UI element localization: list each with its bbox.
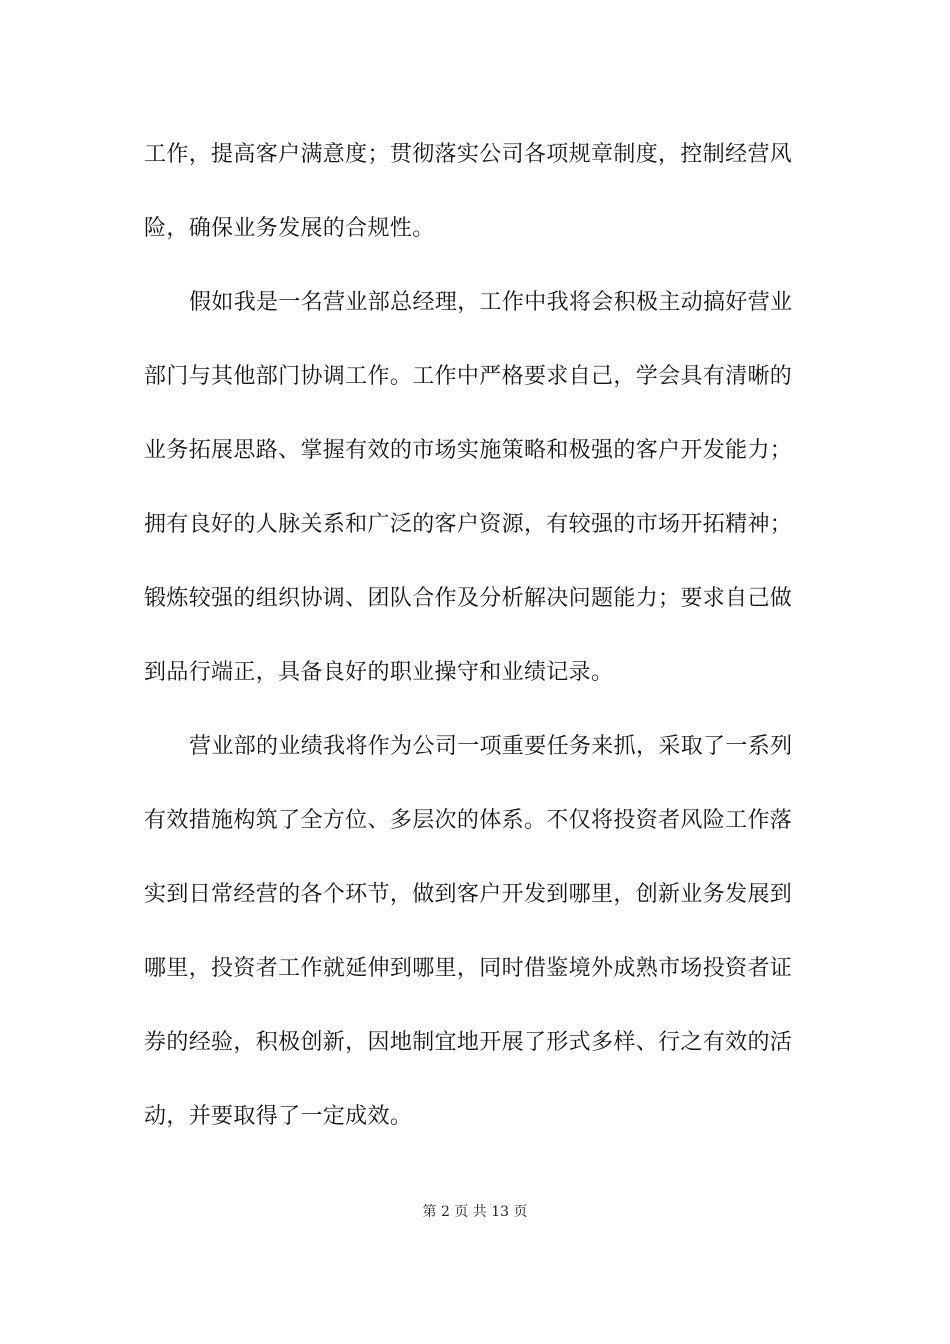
- footer-suffix: 页: [513, 1204, 528, 1220]
- text-line: 险，确保业务发展的合规性。: [144, 216, 435, 241]
- page-footer: [0, 1203, 950, 1221]
- text-line: 哪里，投资者工作就延伸到哪里，同时借鉴境外成熟市场投资者证: [144, 956, 793, 981]
- paragraph-start-line: 假如我是一名营业部总经理，工作中我将会积极主动搞好营业: [189, 290, 793, 315]
- current-page-number: 2: [440, 1204, 450, 1220]
- text-line: 部门与其他部门协调工作。工作中严格要求自己，学会具有清晰的: [144, 364, 793, 389]
- footer-prefix: 第: [422, 1204, 437, 1220]
- total-pages-number: 13: [491, 1204, 510, 1220]
- text-line: 拥有良好的人脉关系和广泛的客户资源，有较强的市场开拓精神；: [144, 512, 793, 537]
- text-line: 动，并要取得了一定成效。: [144, 1104, 413, 1129]
- body-text: [144, 130, 809, 1166]
- text-line: 有效措施构筑了全方位、多层次的体系。不仅将投资者风险工作落: [144, 808, 793, 833]
- text-line: 锻炼较强的组织协调、团队合作及分析解决问题能力；要求自己做: [144, 586, 793, 611]
- text-line: 到品行端正，具备良好的职业操守和业绩记录。: [144, 660, 614, 685]
- footer-middle: 页 共: [454, 1204, 487, 1220]
- paragraph-start-line: 营业部的业绩我将作为公司一项重要任务来抓，采取了一系列: [189, 734, 793, 759]
- text-line: 实到日常经营的各个环节，做到客户开发到哪里，创新业务发展到: [144, 882, 793, 907]
- text-line: 业务拓展思路、掌握有效的市场实施策略和极强的客户开发能力；: [144, 438, 793, 463]
- text-line: 券的经验，积极创新，因地制宜地开展了形式多样、行之有效的活: [144, 1030, 793, 1055]
- text-line: 工作，提高客户满意度；贯彻落实公司各项规章制度，控制经营风: [144, 142, 793, 167]
